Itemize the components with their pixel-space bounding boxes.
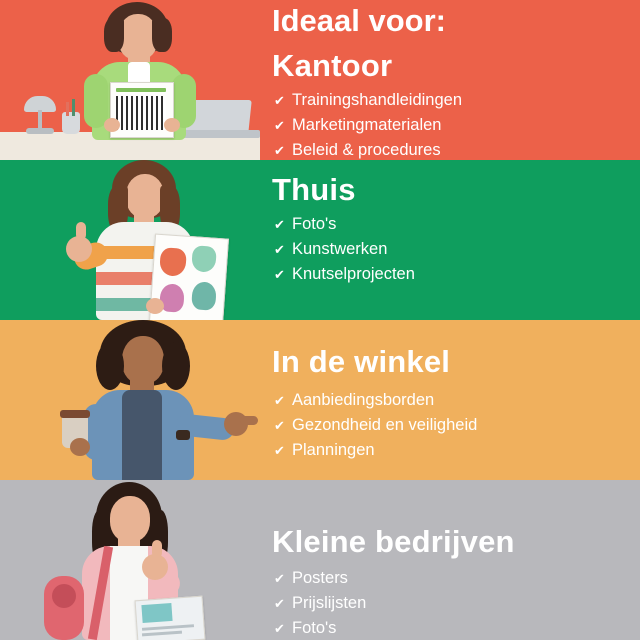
check-icon: ✔	[274, 217, 285, 232]
list-item-label: Knutselprojecten	[292, 265, 415, 283]
band-title-business: Kleine bedrijven	[272, 524, 515, 559]
list-item	[274, 566, 366, 591]
list-item	[274, 88, 462, 113]
list-item-label: Planningen	[292, 441, 375, 459]
pen-cup	[62, 112, 80, 134]
pen-1	[66, 102, 69, 116]
check-icon: ✔	[274, 267, 285, 282]
check-icon: ✔	[274, 393, 285, 408]
check-icon: ✔	[274, 571, 285, 586]
check-icon: ✔	[274, 596, 285, 611]
check-icon: ✔	[274, 93, 285, 108]
band-title-office: Kantoor	[272, 48, 393, 83]
bullet-list-store	[274, 388, 477, 463]
list-item	[274, 113, 462, 138]
list-item	[274, 591, 366, 616]
list-item-label: Kunstwerken	[292, 240, 388, 258]
thumb	[152, 540, 162, 558]
list-item	[274, 616, 366, 640]
list-item-label: Foto's	[292, 619, 337, 637]
hair-curl-left	[96, 342, 124, 390]
yoga-mat-end	[52, 584, 76, 608]
hand-left	[104, 118, 120, 132]
content-office	[272, 0, 640, 160]
brochure-image-block	[141, 603, 172, 623]
coffee-lid	[60, 410, 90, 418]
hair-side-right	[152, 18, 172, 52]
thumb	[76, 222, 86, 240]
list-item	[274, 138, 462, 160]
check-icon: ✔	[274, 443, 285, 458]
arm-left	[84, 74, 108, 128]
hand-holding-sheet	[146, 298, 164, 314]
check-icon: ✔	[274, 242, 285, 257]
check-icon: ✔	[274, 621, 285, 636]
check-icon: ✔	[274, 118, 285, 133]
hand-left	[70, 438, 90, 456]
hand-right	[164, 118, 180, 132]
list-item-label: Trainingshandleidingen	[292, 91, 463, 109]
list-item-label: Posters	[292, 569, 348, 587]
list-item	[274, 262, 415, 287]
sheet-header-bar	[116, 88, 166, 92]
photo-home-girl	[0, 160, 260, 320]
photo-business-woman	[0, 480, 260, 640]
list-item-label: Foto's	[292, 215, 337, 233]
head	[126, 174, 164, 218]
bullet-list-business	[274, 566, 366, 640]
content-business	[272, 480, 640, 640]
band-business	[0, 480, 640, 640]
bullet-list-home	[274, 212, 415, 287]
list-item-label: Beleid & procedures	[292, 141, 441, 159]
pen-2	[72, 99, 75, 116]
list-item	[274, 388, 477, 413]
check-icon: ✔	[274, 143, 285, 158]
head	[110, 496, 150, 542]
list-item	[274, 237, 415, 262]
check-icon: ✔	[274, 418, 285, 433]
list-item-label: Aanbiedingsborden	[292, 391, 435, 409]
content-store	[272, 320, 640, 480]
apron	[122, 390, 162, 480]
band-home	[0, 160, 640, 320]
band-office	[0, 0, 640, 160]
list-item-label: Prijslijsten	[292, 594, 367, 612]
wristwatch	[176, 430, 190, 440]
list-item	[274, 413, 477, 438]
footprint-teal	[191, 281, 217, 311]
list-item-label: Marketingmaterialen	[292, 116, 442, 134]
pointing-finger	[240, 416, 258, 425]
desk-lamp-base	[26, 128, 54, 134]
photo-store-woman	[0, 320, 260, 480]
band-title-home: Thuis	[272, 172, 356, 207]
hair-side-left	[104, 18, 124, 52]
bullet-list-office	[274, 88, 462, 160]
list-item	[274, 438, 477, 463]
band-store	[0, 320, 640, 480]
list-item-label: Gezondheid en veiligheid	[292, 416, 478, 434]
list-item	[274, 212, 415, 237]
photo-office-woman	[0, 0, 260, 160]
content-home	[272, 160, 640, 320]
head	[122, 336, 164, 384]
band-title-store: In de winkel	[272, 344, 451, 379]
hair-curl-right	[162, 342, 190, 390]
sheet-barcode	[116, 96, 166, 130]
page-headline: Ideaal voor:	[272, 3, 446, 38]
